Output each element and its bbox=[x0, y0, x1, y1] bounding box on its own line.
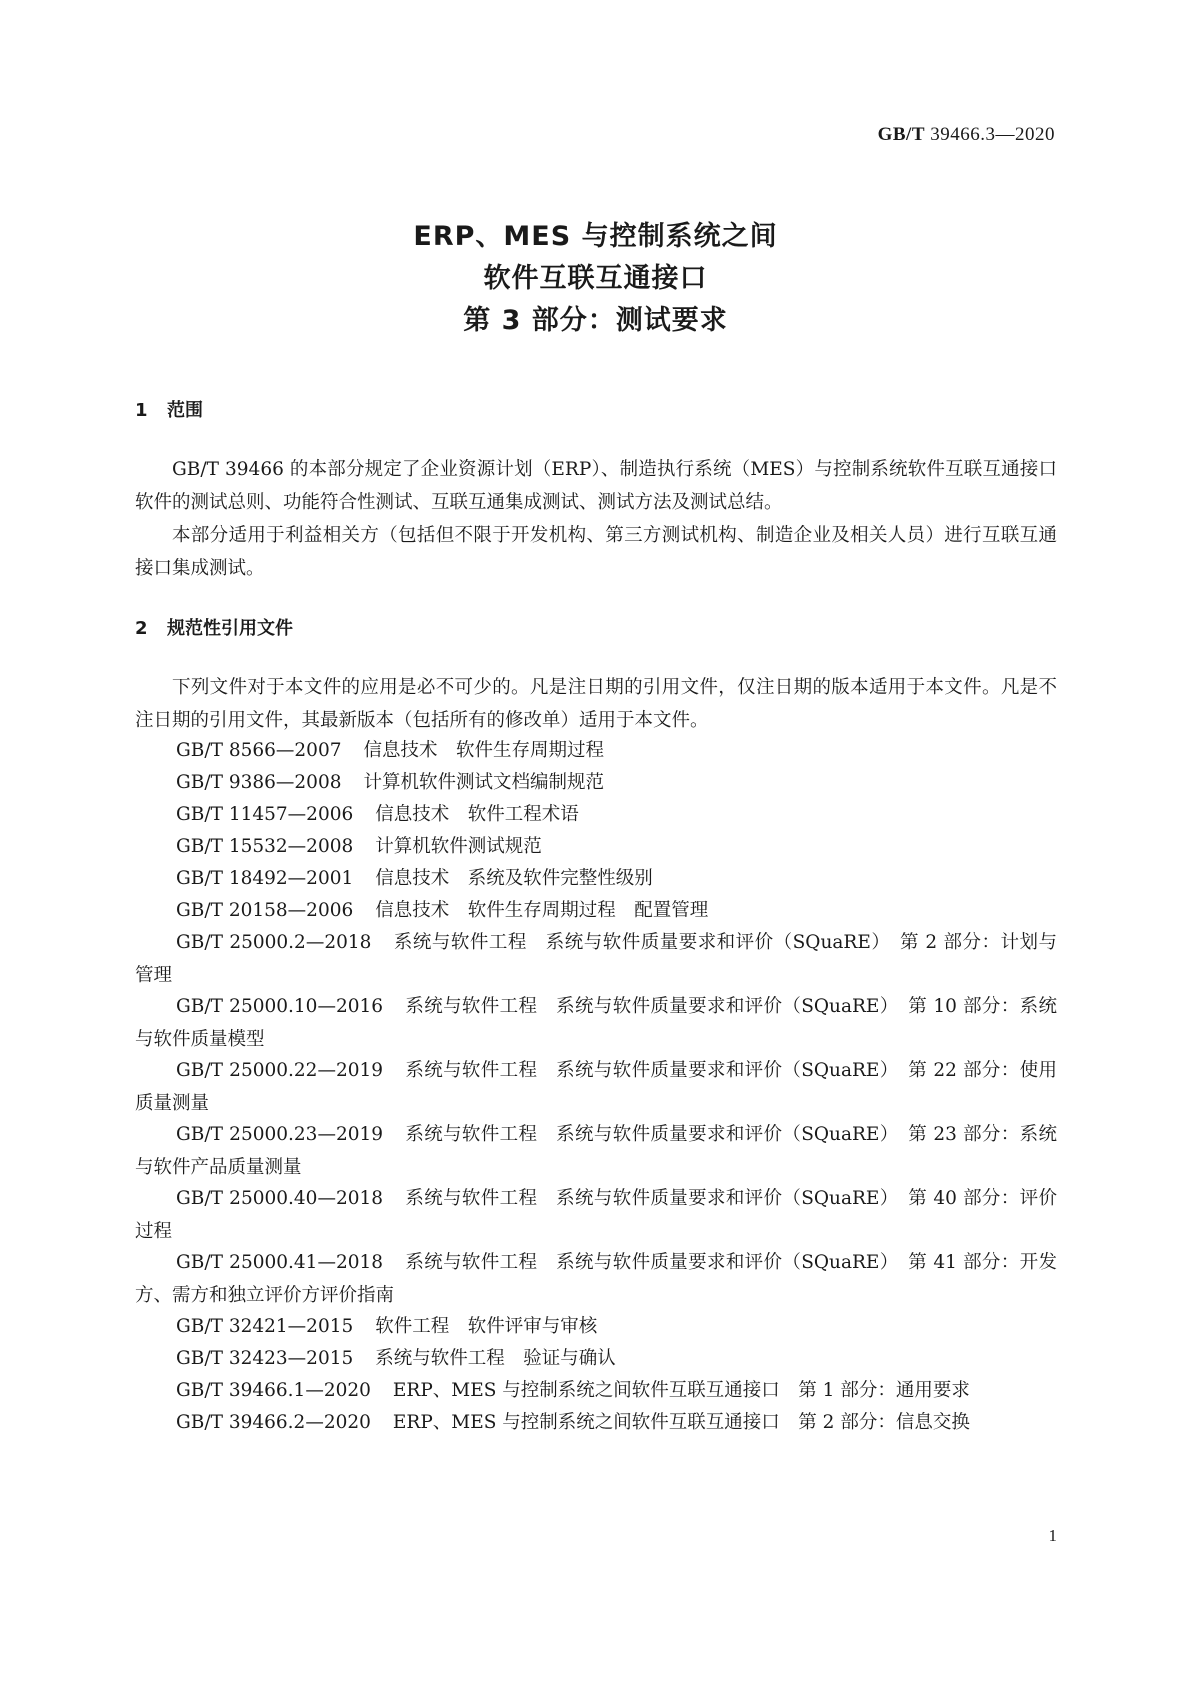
standard-prefix: GB/T bbox=[877, 124, 925, 145]
section-heading-scope bbox=[135, 396, 203, 422]
reference-item bbox=[135, 1246, 1057, 1312]
section-number: 1 bbox=[135, 400, 148, 421]
reference-code: GB/T 25000.23—2019 bbox=[176, 1124, 384, 1145]
reference-title: 计算机软件测试文档编制规范 bbox=[363, 772, 605, 793]
reference-item bbox=[135, 766, 1057, 799]
scope-paragraph-2: 本部分适用于利益相关方（包括但不限于开发机构、第三方测试机构、制造企业及相关人员）进行互联互通接口集成测试。 bbox=[135, 525, 1057, 579]
page-number: 1 bbox=[1048, 1526, 1057, 1545]
reference-title: 计算机软件测试规范 bbox=[375, 836, 542, 857]
reference-title: 系统与软件工程 系统与软件质量要求和评价（SQuaRE） 第 22 部分：使用质量测量 bbox=[135, 1060, 1057, 1114]
reference-code: GB/T 18492—2001 bbox=[176, 868, 354, 889]
reference-item bbox=[135, 862, 1057, 895]
reference-code: GB/T 32421—2015 bbox=[176, 1316, 354, 1337]
reference-title: 系统与软件工程 系统与软件质量要求和评价（SQuaRE） 第 41 部分：开发方、需方和独立评价方评价指南 bbox=[135, 1252, 1057, 1306]
reference-item bbox=[135, 1406, 1057, 1439]
section-heading-references bbox=[135, 614, 293, 640]
references-intro: 下列文件对于本文件的应用是必不可少的。凡是注日期的引用文件，仅注日期的版本适用于本文件。凡是不注日期的引用文件，其最新版本（包括所有的修改单）适用于本文件。 bbox=[135, 677, 1057, 731]
reference-title: 信息技术 系统及软件完整性级别 bbox=[375, 868, 653, 889]
reference-item bbox=[135, 894, 1057, 927]
reference-code: GB/T 20158—2006 bbox=[176, 900, 354, 921]
reference-code: GB/T 39466.2—2020 bbox=[176, 1412, 371, 1433]
reference-code: GB/T 25000.10—2016 bbox=[176, 996, 384, 1017]
reference-code: GB/T 9386—2008 bbox=[176, 772, 342, 793]
reference-code: GB/T 15532—2008 bbox=[176, 836, 354, 857]
reference-code: GB/T 8566—2007 bbox=[176, 740, 342, 761]
reference-item bbox=[135, 1182, 1057, 1248]
standard-code: 39466.3—2020 bbox=[930, 124, 1055, 145]
reference-title: 信息技术 软件生存周期过程 bbox=[363, 740, 605, 761]
reference-item bbox=[135, 926, 1057, 992]
reference-title: 软件工程 软件评审与审核 bbox=[375, 1316, 598, 1337]
title-line-2: 软件互联互通接口 bbox=[483, 263, 708, 294]
reference-code: GB/T 25000.40—2018 bbox=[176, 1188, 384, 1209]
reference-code: GB/T 11457—2006 bbox=[176, 804, 354, 825]
reference-title: 信息技术 软件生存周期过程 配置管理 bbox=[375, 900, 709, 921]
reference-title: ERP、MES 与控制系统之间软件互联互通接口 第 1 部分：通用要求 bbox=[392, 1380, 970, 1401]
reference-title: 系统与软件工程 系统与软件质量要求和评价（SQuaRE） 第 10 部分：系统与软件质量模型 bbox=[135, 996, 1057, 1050]
title-line-3: 第 3 部分：测试要求 bbox=[463, 305, 728, 336]
section-title: 范围 bbox=[167, 400, 203, 421]
reference-item bbox=[135, 1118, 1057, 1184]
reference-title: 系统与软件工程 验证与确认 bbox=[375, 1348, 616, 1369]
reference-title: 系统与软件工程 系统与软件质量要求和评价（SQuaRE） 第 2 部分：计划与管理 bbox=[135, 932, 1057, 986]
reference-item bbox=[135, 830, 1057, 863]
reference-item bbox=[135, 734, 1057, 767]
reference-code: GB/T 32423—2015 bbox=[176, 1348, 354, 1369]
section-title: 规范性引用文件 bbox=[167, 618, 293, 639]
reference-code: GB/T 39466.1—2020 bbox=[176, 1380, 371, 1401]
reference-code: GB/T 25000.2—2018 bbox=[176, 932, 372, 953]
reference-code: GB/T 25000.41—2018 bbox=[176, 1252, 384, 1273]
reference-title: 系统与软件工程 系统与软件质量要求和评价（SQuaRE） 第 23 部分：系统与软件产品质量测量 bbox=[135, 1124, 1057, 1178]
reference-title: ERP、MES 与控制系统之间软件互联互通接口 第 2 部分：信息交换 bbox=[392, 1412, 970, 1433]
title-line-1: ERP、MES 与控制系统之间 bbox=[413, 221, 778, 252]
reference-item bbox=[135, 1054, 1057, 1120]
section-number: 2 bbox=[135, 618, 148, 639]
standard-number bbox=[878, 124, 1055, 146]
reference-item bbox=[135, 798, 1057, 831]
reference-title: 信息技术 软件工程术语 bbox=[375, 804, 579, 825]
reference-code: GB/T 25000.22—2019 bbox=[176, 1060, 384, 1081]
reference-item bbox=[135, 1374, 1057, 1407]
scope-paragraph-1: GB/T 39466 的本部分规定了企业资源计划（ERP）、制造执行系统（MES）与控制系统软件互联互通接口软件的测试总则、功能符合性测试、互联互通集成测试、测试方法及测试总结。 bbox=[135, 459, 1057, 513]
reference-item bbox=[135, 1310, 1057, 1343]
reference-item bbox=[135, 1342, 1057, 1375]
reference-title: 系统与软件工程 系统与软件质量要求和评价（SQuaRE） 第 40 部分：评价过程 bbox=[135, 1188, 1057, 1242]
reference-item bbox=[135, 990, 1057, 1056]
